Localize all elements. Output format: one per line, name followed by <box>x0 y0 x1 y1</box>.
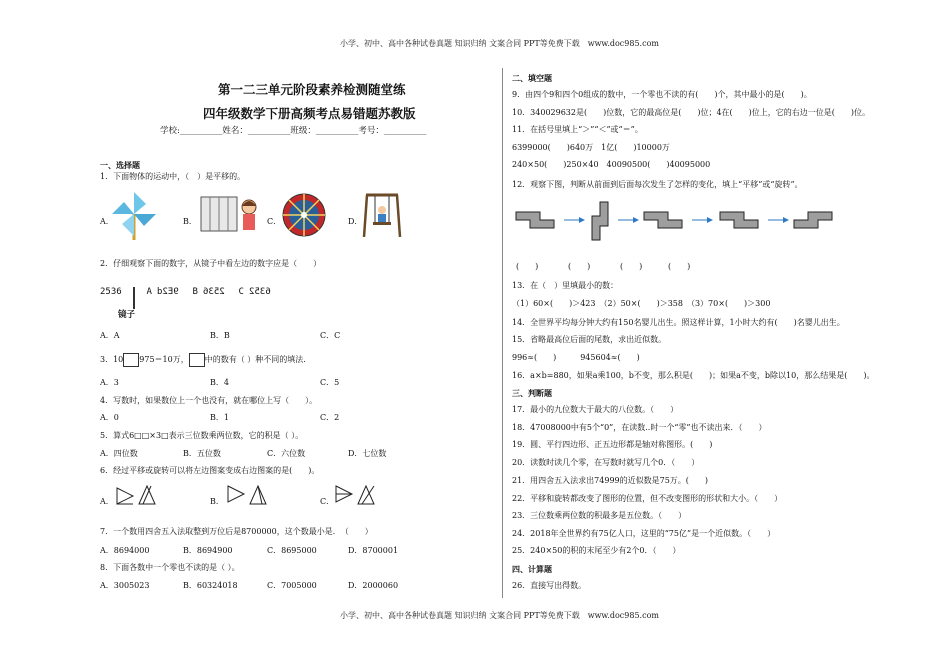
question-10: 10．340029632是( )位数，它的最高位是( )位；4在( )位上，它的右边一位是( )位。 <box>512 108 871 117</box>
question-5: 5．算式6□□×3□表示三位数乘两位数，它的积是（ ）。 <box>100 431 304 440</box>
q3-text-end: 中的数有（ ）种不同的填法. <box>204 355 306 364</box>
section-fill-title: 二、填空题 <box>512 74 552 83</box>
q2-choice-c-digits: 6352 <box>249 287 271 297</box>
q7-option-a: A．8694000 <box>100 546 150 555</box>
q2-choice-b-digits: 2536 <box>203 287 226 297</box>
q3-text-start: 3．10 <box>100 355 124 364</box>
question-24: 24．2018年全世界约有75亿人口，这里的“75亿”是一个近似数。（ ） <box>512 529 776 538</box>
question-2: 2．仔细观察下面的数字，从镜子中看左边的数字应是（ ） <box>100 259 322 268</box>
q5-option-d: D．七位数 <box>348 449 387 458</box>
q11-row-1: 6399000( )640万 1亿( )10000万 <box>512 143 670 152</box>
question-19: 19．圆、平行四边形、正五边形都是轴对称图形。( ) <box>512 440 713 449</box>
page-title: 第一二三单元阶段素养检测随堂练 <box>218 82 406 97</box>
q8-option-c: C．7005000 <box>267 581 317 590</box>
section-calc-title: 四、计算题 <box>512 565 552 574</box>
pinwheel-image <box>112 190 156 240</box>
swing-image <box>362 193 402 237</box>
question-14: 14．全世界平均每分钟大约有150名婴儿出生。照这样计算，1小时大约有( )名婴儿出生。 <box>512 318 845 327</box>
q6-option-a-label: A． <box>100 497 114 506</box>
window-girl-image <box>200 194 262 234</box>
q3-option-c: C．5 <box>320 378 340 387</box>
q12-blank-1[interactable]: ( ) <box>516 262 539 271</box>
question-25: 25．240×50的积的末尾至少有2个0．（ ） <box>512 546 681 555</box>
question-18: 18．47008000中有5个“0”，在读数..时一个“零”也不读出来．（ ） <box>512 423 767 432</box>
question-20: 20．读数时读几个零，在写数时就写几个0．（ ） <box>512 458 700 467</box>
q6-option-b-label: B． <box>210 497 224 506</box>
q4-option-b: B．1 <box>210 413 229 422</box>
question-22: 22．平移和旋转都改变了图形的位置，但不改变图形的形状和大小。（ ） <box>512 494 783 503</box>
q12-blank-3[interactable]: ( ) <box>620 262 643 271</box>
q6-option-c-label: C． <box>320 497 335 506</box>
q2-original-number: 2536 <box>100 287 122 297</box>
page-header: 小学、初中、高中各种试卷真题 知识归纳 文案合同 PPT等免费下载 www.doc985.com <box>340 39 659 48</box>
q1-option-b-label: B． <box>183 217 197 226</box>
q5-option-a: A．四位数 <box>100 449 138 458</box>
question-12: 12．观察下图，判断从前面到后面每次发生了怎样的变化，填上“平移”或“旋转”。 <box>512 180 803 189</box>
q6-pattern-a <box>115 484 159 506</box>
q11-row-2: 240×50( )250×40 40090500( )40095000 <box>512 160 711 169</box>
q2-choice-b-label: B <box>192 287 198 297</box>
q6-pattern-c <box>334 484 378 506</box>
section-choice-title: 一、选择题 <box>100 161 140 170</box>
question-4: 4．写数时，如果数位上一个也没有，就在哪位上写（ ）。 <box>100 396 318 405</box>
question-6: 6．经过平移或旋转可以将左边图案变成右边图案的是( )。 <box>100 466 320 475</box>
q3-text-mid: 975＝10万， <box>139 355 189 364</box>
question-8: 8．下面各数中一个零也不读的是（ ）。 <box>100 563 240 572</box>
q3-blank-box-ref <box>189 353 205 367</box>
q1-option-a-label: A． <box>100 217 114 226</box>
q12-blank-2[interactable]: ( ) <box>568 262 591 271</box>
q3-option-a: A．3 <box>100 378 119 387</box>
q1-option-c-label: C． <box>267 217 282 226</box>
q8-option-b: B．60324018 <box>183 581 238 590</box>
q15-items: 996≈( ) 945604≈( ) <box>512 353 640 362</box>
question-13: 13．在（ ）里填最小的数： <box>512 281 619 290</box>
q5-option-c: C．六位数 <box>267 449 306 458</box>
q2-mirror-label: 镜子 <box>118 310 136 320</box>
q7-option-c: C．8695000 <box>267 546 317 555</box>
q4-option-c: C．2 <box>320 413 340 422</box>
q7-option-d: D．8700001 <box>348 546 399 555</box>
question-17: 17．最小的九位数大于最大的八位数。（ ） <box>512 405 679 414</box>
column-divider <box>502 68 503 598</box>
q3-blank-box[interactable] <box>123 353 139 367</box>
question-26: 26．直接写出得数。 <box>512 581 587 590</box>
q8-option-d: D．2000060 <box>348 581 399 590</box>
question-11: 11．在括号里填上“＞”“＜”或“＝”。 <box>512 125 643 134</box>
section-judge-title: 三、判断题 <box>512 389 552 398</box>
question-7: 7．一个数用四舍五入法取整到万位后是8700000，这个数最小是． （ ） <box>100 527 373 536</box>
q2-choice-a-label: A <box>146 287 152 297</box>
q2-option-a: A．A <box>100 331 120 340</box>
q1-option-d-label: D． <box>348 217 363 226</box>
q2-option-c: C．C <box>320 331 341 340</box>
q12-figure <box>512 200 842 244</box>
q2-option-b: B．B <box>210 331 230 340</box>
question-21: 21．用四舍五入法求出74999的近似数是75万。( ) <box>512 476 709 485</box>
question-23: 23．三位数乘两位数的积最多是五位数。（ ） <box>512 511 687 520</box>
question-9: 9．由四个9和四个0组成的数中，一个零也不读的有( )个，其中最小的是( )。 <box>512 90 812 99</box>
q8-option-a: A．3005023 <box>100 581 150 590</box>
q3-option-b: B．4 <box>210 378 229 387</box>
student-info-fields[interactable]: 学校:__________姓名：__________班级：__________考号：__________ <box>160 126 427 136</box>
wheel-image <box>282 193 326 237</box>
page-subtitle: 四年级数学下册高频考点易错题苏教版 <box>203 106 416 121</box>
q5-option-b: B．五位数 <box>183 449 221 458</box>
q2-choice-c-label: C <box>238 287 244 297</box>
question-1: 1．下面物体的运动中，（ ）是平移的。 <box>100 172 246 181</box>
q2-choice-a-digits: 9E2d <box>157 287 180 297</box>
mirror-line <box>133 287 135 309</box>
question-16: 16．a×b=880，如果a乘100，b不变，那么积是( )；如果a不变，b除以10，那么结果是( )。 <box>512 371 875 380</box>
q7-option-b: B．8694900 <box>183 546 233 555</box>
q12-blank-4[interactable]: ( ) <box>668 262 691 271</box>
question-3 <box>100 353 306 367</box>
q6-pattern-b <box>226 484 270 506</box>
page-footer: 小学、初中、高中各种试卷真题 知识归纳 文案合同 PPT等免费下载 www.doc985.com <box>340 611 659 620</box>
q13-items: （1）60×( )＞423 （2）50×( )＞358 （3）70×( )＞300 <box>512 299 771 308</box>
q4-option-a: A．0 <box>100 413 119 422</box>
question-15: 15．省略最高位后面的尾数，求出近似数。 <box>512 335 667 344</box>
q2-figure <box>100 287 271 309</box>
